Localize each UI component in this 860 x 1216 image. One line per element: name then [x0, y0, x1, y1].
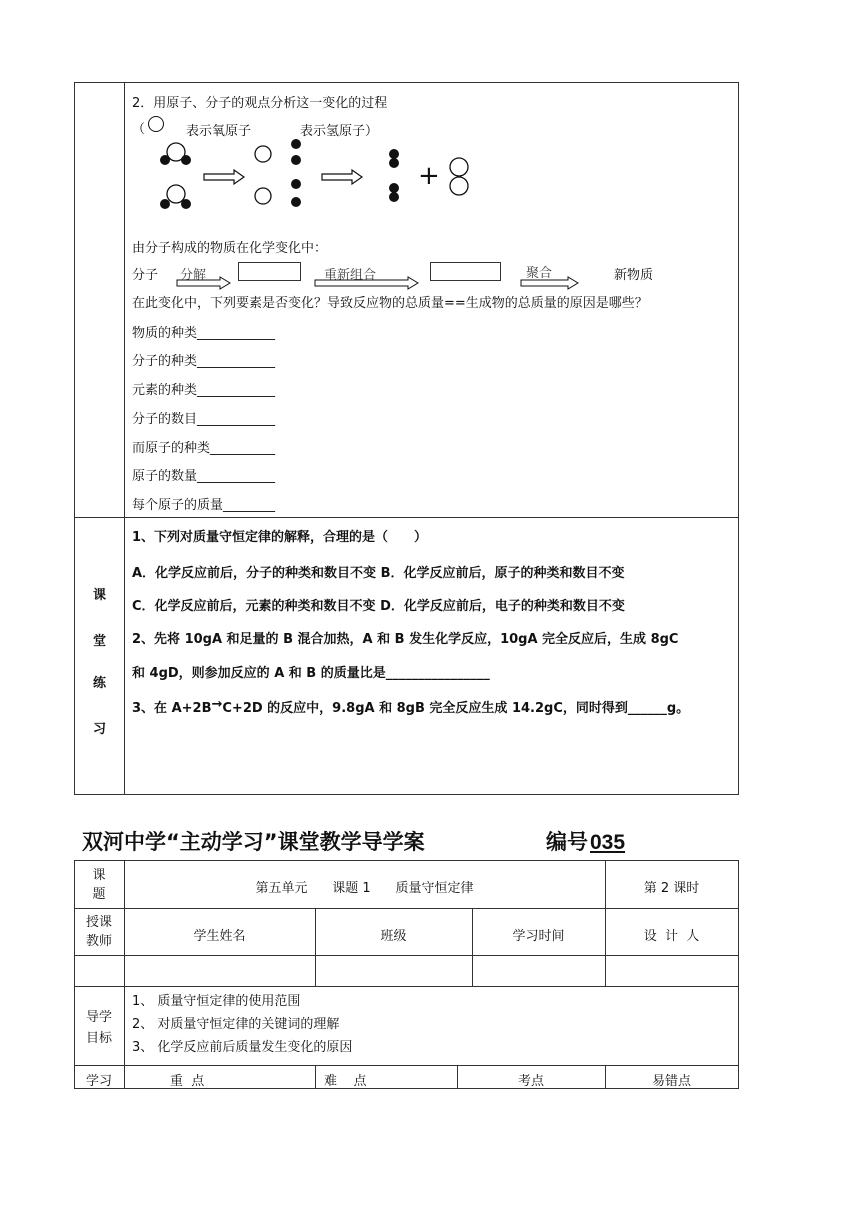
element-item: 分子的种类____________ — [132, 354, 276, 369]
hollow-arrow-icon — [204, 170, 244, 184]
table-top-border — [74, 82, 739, 83]
hollow-arrow-icon — [322, 170, 362, 184]
key-points-header: 重 点 — [170, 1074, 205, 1089]
hydrogen-molecule-icon — [389, 183, 399, 193]
teacher-label: 授课 教师 — [85, 915, 112, 949]
class-cell[interactable] — [315, 955, 472, 986]
practice-q2-line1: 2、先将 10gA 和足量的 B 混合加热，A 和 B 发生化学反应，10gA 完全反应后，生成 8gC — [132, 632, 679, 647]
lesson-period: 第 2 课时 — [643, 881, 700, 896]
goals-label: 导学 目标 — [85, 1010, 112, 1046]
lesson-topic: 第五单元 课题 1 质量守恒定律 — [255, 881, 474, 896]
oxygen-atom-icon — [255, 146, 271, 162]
practice-q1: 1、下列对质量守恒定律的解释，合理的是（ ） — [132, 530, 428, 545]
element-item: 元素的种类____________ — [132, 383, 276, 398]
student-name-header: 学生姓名 — [193, 929, 246, 944]
flow-start: 分子 — [132, 268, 159, 283]
practice-q2-line2: 和 4gD，则参加反应的 A 和 B 的质量比是________________ — [132, 666, 490, 681]
goal-item: 2、 对质量守恒定律的关键词的理解 — [132, 1017, 340, 1032]
topic-label: 课 题 — [92, 868, 106, 902]
common-errors-header: 易错点 — [651, 1074, 691, 1089]
goal-item: 3、 化学反应前后质量发生变化的原因 — [132, 1040, 353, 1055]
hydrogen-atom-icon — [291, 197, 301, 207]
class-header: 班级 — [380, 929, 407, 944]
flow-arrow-icon — [314, 276, 420, 290]
table-right-border — [738, 82, 739, 795]
table-bottom-border — [74, 794, 739, 795]
table-row-divider — [74, 517, 739, 518]
element-item: 而原子的种类__________ — [132, 441, 276, 456]
flow-step3-label: 聚合 — [526, 266, 553, 281]
goal-item: 1、 质量守恒定律的使用范围 — [132, 994, 301, 1009]
legend-hydrogen: 表示氢原子） — [300, 124, 379, 139]
analysis-intro: 由分子构成的物质在化学变化中： — [132, 241, 328, 256]
element-item: 分子的数目____________ — [132, 412, 276, 427]
analysis-question: 在此变化中，下列要素是否变化？导致反应物的总质量==生成物的总质量的原因是哪些？ — [132, 296, 648, 311]
molecule-diagram — [150, 138, 490, 218]
flow-step1-label: 分解 — [180, 268, 207, 283]
flow-arrow-icon — [520, 276, 580, 290]
practice-q1-options-cd: C．化学反应前后，元素的种类和数目不变 D．化学反应前后，电子的种类和数目不变 — [132, 599, 625, 614]
table-col-divider — [124, 82, 125, 795]
plus-sign: + — [418, 161, 440, 191]
reaction-arrow-icon: → — [211, 697, 223, 712]
legend-open: （ — [132, 122, 146, 137]
hydrogen-atom-icon — [291, 155, 301, 165]
blank-box-1[interactable] — [238, 262, 301, 281]
water-molecule-icon — [160, 143, 191, 165]
analysis-heading: 2．用原子、分子的观点分析这一变化的过程 — [132, 96, 388, 111]
designer-cell[interactable] — [605, 955, 738, 986]
table-left-border — [74, 82, 75, 795]
study-time-cell[interactable] — [472, 955, 605, 986]
study-label: 学习 — [85, 1074, 112, 1089]
hydrogen-atom-icon — [291, 179, 301, 189]
flow-step2-label: 重新组合 — [324, 268, 377, 283]
oxygen-molecule-icon — [450, 158, 468, 195]
document-number: 编号035 — [546, 826, 639, 856]
blank-box-2[interactable] — [430, 262, 501, 281]
element-item: 原子的数量____________ — [132, 469, 276, 484]
student-name-cell[interactable] — [124, 955, 315, 986]
oxygen-atom-icon — [255, 188, 271, 204]
element-item: 每个原子的质量________ — [132, 498, 276, 513]
legend-oxygen: 表示氧原子 — [186, 124, 252, 139]
flow-arrow-icon — [176, 276, 232, 290]
hydrogen-atom-icon — [291, 139, 301, 149]
designer-header: 设 计 人 — [643, 929, 700, 944]
exam-points-header: 考点 — [517, 1074, 544, 1089]
page-title: 双河中学“主动学习”课堂教学导学案 — [82, 830, 425, 854]
difficulties-header: 难 点 — [324, 1074, 367, 1089]
element-item: 物质的种类____________ — [132, 326, 276, 341]
flow-end: 新物质 — [614, 268, 654, 283]
water-molecule-icon — [160, 185, 191, 209]
oxygen-atom-legend-icon — [148, 116, 164, 132]
study-time-header: 学习时间 — [512, 929, 565, 944]
practice-q1-options-ab: A．化学反应前后，分子的种类和数目不变 B．化学反应前后，原子的种类和数目不变 — [132, 566, 625, 581]
document-number-value: 035 — [590, 831, 626, 854]
practice-q3: 3、在 A+2B→C+2D 的反应中，9.8gA 和 8gB 完全反应生成 14.2gC，同时得到______g。 — [132, 697, 690, 716]
hydrogen-molecule-icon — [389, 149, 399, 159]
